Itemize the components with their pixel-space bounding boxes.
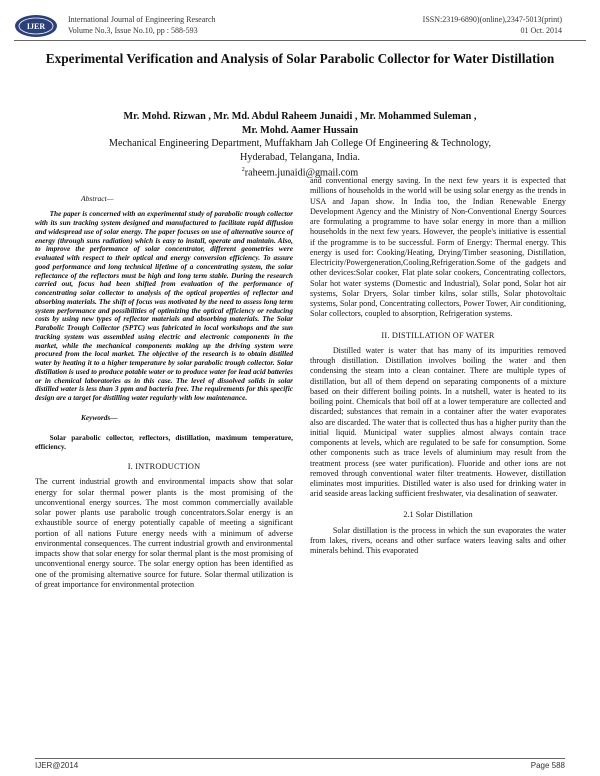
authors-line-2: Mr. Mohd. Aamer Hussain <box>241 124 359 136</box>
footer-left: IJER@2014 <box>35 761 79 770</box>
affiliation <box>40 137 560 180</box>
introduction-paragraph: The current industrial growth and environmental impacts show that solar energy for solar thermal power plants is the most promising of the unconventional energy sources. The most common commercially available solar power plants use parabolic trough concentrators.Solar energy is an exhaustible source of energy potentially capable of meeting a significant portion of all nations Future energy needs with a minimum of adverse environmental consequences. The current industrial growth and environmental impacts show that solar energy for solar thermal plant is the most promising of unconventional energy source. The solar energy option has been identified as one of the promising alternative source for future. Solar thermal utilization is of great importance for environmental protection <box>35 477 293 589</box>
left-column <box>35 194 293 590</box>
subsection-heading-solar-distillation: 2.1 Solar Distillation <box>403 509 473 519</box>
keywords-text: Solar parabolic collector, reflectors, distillation, maximum temperature, efficiency. <box>35 433 293 451</box>
paper-title: Experimental Verification and Analysis of Solar Parabolic Collector for Water Distillation <box>45 51 555 66</box>
journal-name: International Journal of Engineering Research <box>68 15 216 24</box>
footer-page-number: Page 588 <box>530 761 565 770</box>
abstract-text: The paper is concerned with an experimental study of parabolic trough collector with its sun tracking system designed and manufactured to facilitate rapid diffusion and widespread use of solar energy. The paper focuses on use of alternative source of energy (through suns radiation) which is easy to install, operate and maintain. Also, to improve the performance of solar concentrator, different geometries were evaluated with respect to their optical and energy conversion efficiency. To assure good performance and long technical lifetime of a concentrating system, the solar reflectance of the reflectors must be high and long term stable. During the research carried out, focus had been shifted from evaluation of the performance of concentrating solar collector to analysis of the optical properties of reflector and absorbing materials. The shift of focus was motivated by the need to assess long term system performance and possibilities of optimizing the optical efficiency or reducing costs by using new types of reflector materials and absorbing materials. The Solar Parabolic Trough Collector (SPTC) was fabricated in local workshops and the sun tracking system was assembled using electric and electronic components in the market, while the mechanical components making up the driving system were procured from the local market. The objective of the research is to obtain distilled water by heating it to a higher temperature by solar parabolic trough collector. Solar distillation is used to produce potable water or to produce water for lead acid batteries or in chemical laboratories as in this case. The level of dissolved solids in solar distilled water is less than 3 ppm and bacteria free. The requirements for this specific design are a target for distilling water regularly with low maintenance. <box>35 209 293 402</box>
affiliation-line-2: Hyderabad, Telangana, India. <box>240 151 360 163</box>
authors-line-1: Mr. Mohd. Rizwan , Mr. Md. Abdul Raheem Junaidi , Mr. Mohammed Suleman , <box>123 111 477 122</box>
solar-distillation-paragraph: Solar distillation is the process in which the sun evaporates the water from lakes, rivers, oceans and other surface waters leaving salts and other minerals behind. This evaporated <box>310 525 566 556</box>
journal-logo <box>14 14 58 38</box>
header-divider <box>14 40 586 41</box>
introduction-continued: and conventional energy saving. In the next few years it is expected that millions of households in the world will be using solar energy as the trends in USA and Japan show. In India too, the Indian Renewable Energy Development Agency and the Ministry of Non-Conventional Energy Sources are formulating a programme to have solar energy in more than a million households in the next few years. However, the people's initiative is essential if the programme is to be successful. Form of Energy: Thermal energy. This energy is used for: Cooking/Heating, Drying/Timber seasoning, Distillation, Electricity/Powergeneration,Cooling,Refrigeration.Some of the gadgets and other devices:Solar cooker, Flat plate solar cookers, Concentrating collectors, Solar hot water systems (Domestic and Industrial), Solar pond, Solar hot air systems, Solar Dryers, Solar timber kilns, solar stills, Solar photovoltaic systems, Solar pond, Concentrating collectors, Power Tower, Air conditioning, Solar collectors, coupled to absorption, Refrigeration systems. <box>310 176 566 319</box>
right-column <box>310 176 566 557</box>
keywords-label: Keywords— <box>81 412 118 422</box>
header-right <box>423 14 562 36</box>
section-heading-introduction: I. INTRODUCTION <box>127 462 201 471</box>
section-heading-distillation: II. DISTILLATION OF WATER <box>381 330 495 340</box>
distillation-paragraph: Distilled water is water that has many of its impurities removed through distillation. Distillation involves boiling the water and then condensing the steam into a clean container. There are multiple types of distillation, but all of them depend on separating components of a mixture based on their different boiling points. In a nutshell, water is heated to its boiling point. Chemicals that boil off at a lower temperature are collected and discarded; substances that remain in a container after the water evaporates also are discarded. The water that is collected thus has a higher purity than the initial liquid. Municipal water supplies almost always contain trace components at levels, which are regulated to be safe for consumption. Some other components such as trace levels of aluminium may result from the treatment process (see water purification). Fluoride and other ions are not removed through conventional water filter treatments. However, distillation eliminates most impurities. Distilled water is also used for drinking water in arid seaside areas lacking sufficient freshwater, via desalination of seawater. <box>310 345 566 499</box>
logo-text: IJER <box>26 22 46 31</box>
authors <box>40 110 560 137</box>
abstract-label: Abstract— <box>81 194 114 203</box>
footer-divider <box>35 758 565 759</box>
email-address: raheem.junaidi@gmail.com <box>244 167 359 179</box>
email-superscript: 2 <box>241 167 245 173</box>
issue-date: 01 Oct. 2014 <box>520 26 562 35</box>
affiliation-line-1: Mechanical Engineering Department, Muffakham Jah College Of Engineering & Technology, <box>108 138 492 149</box>
issn: ISSN:2319-6890)(online),2347-5013(print) <box>422 15 562 24</box>
header-left <box>68 14 216 36</box>
volume-info: Volume No.3, Issue No.10, pp : 588-593 <box>68 26 198 35</box>
